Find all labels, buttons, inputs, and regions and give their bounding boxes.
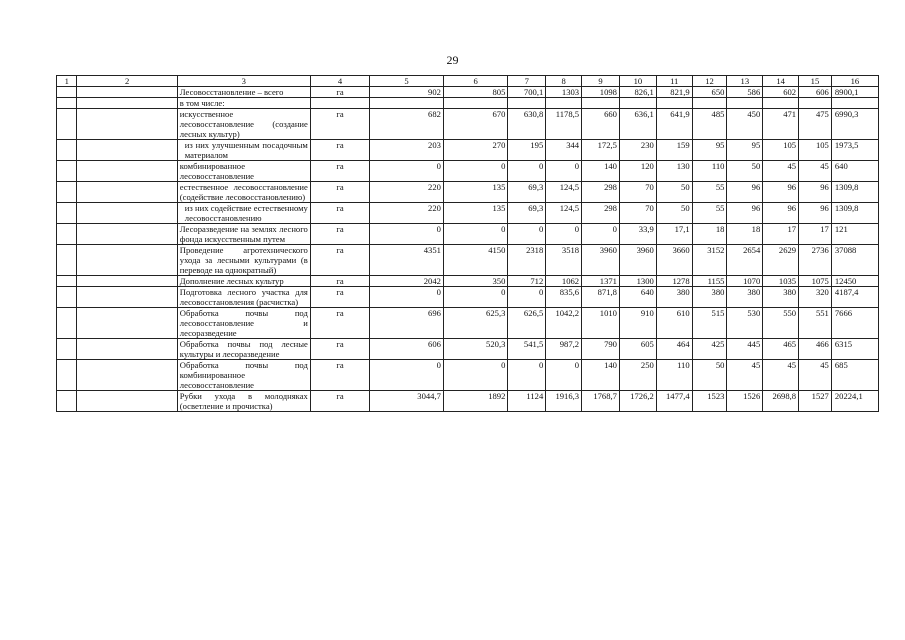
row-label: Обработка почвы под комбинированное лесовосстановление (177, 360, 310, 391)
value-cell: 203 (370, 140, 444, 161)
value-cell: 0 (508, 161, 546, 182)
value-cell: 425 (692, 339, 727, 360)
value-cell: 1070 (727, 276, 763, 287)
row-label: из них улучшенным посадочным материалом (177, 140, 310, 161)
empty-cell (77, 339, 177, 360)
unit-cell: га (310, 276, 369, 287)
value-cell: 55 (692, 203, 727, 224)
value-cell: 121 (831, 224, 878, 245)
value-cell: 606 (370, 339, 444, 360)
empty-cell (77, 276, 177, 287)
column-number-cell: 7 (508, 76, 546, 87)
value-cell: 1768,7 (582, 391, 620, 412)
row-label: Лесоразведение на землях лесного фонда искусственным путем (177, 224, 310, 245)
column-number-cell: 8 (546, 76, 582, 87)
value-cell: 298 (582, 182, 620, 203)
value-cell (443, 98, 507, 109)
value-cell: 95 (727, 140, 763, 161)
empty-cell (77, 182, 177, 203)
value-cell (370, 98, 444, 109)
value-cell: 2654 (727, 245, 763, 276)
column-number-cell: 11 (656, 76, 692, 87)
value-cell: 20224,1 (831, 391, 878, 412)
table-row (57, 87, 879, 98)
empty-cell (77, 287, 177, 308)
column-number-cell: 4 (310, 76, 369, 87)
value-cell: 96 (727, 203, 763, 224)
row-label: Подготовка лесного участка для лесовосстановления (расчистка) (177, 287, 310, 308)
value-cell: 380 (692, 287, 727, 308)
empty-cell (57, 339, 77, 360)
value-cell: 0 (508, 360, 546, 391)
table-row (57, 276, 879, 287)
value-cell: 3960 (619, 245, 656, 276)
value-cell: 1309,8 (831, 203, 878, 224)
value-cell: 1098 (582, 87, 620, 98)
value-cell: 50 (656, 182, 692, 203)
value-cell: 96 (799, 203, 832, 224)
value-cell: 660 (582, 109, 620, 140)
value-cell: 4150 (443, 245, 507, 276)
value-cell: 641,9 (656, 109, 692, 140)
value-cell: 0 (546, 161, 582, 182)
value-cell: 826,1 (619, 87, 656, 98)
column-number-cell: 12 (692, 76, 727, 87)
value-cell: 790 (582, 339, 620, 360)
column-number-cell: 1 (57, 76, 77, 87)
value-cell: 805 (443, 87, 507, 98)
value-cell: 50 (727, 161, 763, 182)
table-row (57, 203, 879, 224)
table-row (57, 339, 879, 360)
value-cell: 0 (443, 287, 507, 308)
value-cell: 380 (656, 287, 692, 308)
unit-cell: га (310, 224, 369, 245)
unit-cell: га (310, 287, 369, 308)
value-cell: 1278 (656, 276, 692, 287)
value-cell: 8900,1 (831, 87, 878, 98)
value-cell: 685 (831, 360, 878, 391)
value-cell: 871,8 (582, 287, 620, 308)
value-cell: 0 (370, 360, 444, 391)
table-row (57, 98, 879, 109)
column-number-cell: 3 (177, 76, 310, 87)
value-cell: 350 (443, 276, 507, 287)
row-label: Лесовосстановление – всего (177, 87, 310, 98)
value-cell: 70 (619, 182, 656, 203)
value-cell: 551 (799, 308, 832, 339)
unit-cell: га (310, 87, 369, 98)
table-row (57, 245, 879, 276)
value-cell: 140 (582, 360, 620, 391)
value-cell: 606 (799, 87, 832, 98)
value-cell (546, 98, 582, 109)
value-cell: 471 (763, 109, 799, 140)
value-cell: 910 (619, 308, 656, 339)
unit-cell: га (310, 161, 369, 182)
empty-cell (77, 87, 177, 98)
value-cell: 1916,3 (546, 391, 582, 412)
row-label: Обработка почвы под лесные культуры и лесоразведение (177, 339, 310, 360)
value-cell: 464 (656, 339, 692, 360)
value-cell: 1477,4 (656, 391, 692, 412)
value-cell: 0 (370, 161, 444, 182)
value-cell: 1527 (799, 391, 832, 412)
value-cell: 626,5 (508, 308, 546, 339)
value-cell: 320 (799, 287, 832, 308)
empty-cell (57, 360, 77, 391)
table-row (57, 308, 879, 339)
empty-cell (77, 245, 177, 276)
value-cell: 0 (546, 224, 582, 245)
empty-cell (57, 203, 77, 224)
column-number-cell: 2 (77, 76, 177, 87)
value-cell: 130 (656, 161, 692, 182)
value-cell: 987,2 (546, 339, 582, 360)
value-cell: 602 (763, 87, 799, 98)
value-cell: 124,5 (546, 203, 582, 224)
value-cell: 298 (582, 203, 620, 224)
value-cell: 172,5 (582, 140, 620, 161)
value-cell: 1035 (763, 276, 799, 287)
value-cell: 270 (443, 140, 507, 161)
value-cell: 135 (443, 203, 507, 224)
value-cell (619, 98, 656, 109)
value-cell: 530 (727, 308, 763, 339)
table-row (57, 224, 879, 245)
value-cell: 96 (763, 203, 799, 224)
value-cell: 1371 (582, 276, 620, 287)
value-cell: 550 (763, 308, 799, 339)
value-cell: 69,3 (508, 182, 546, 203)
value-cell (763, 98, 799, 109)
value-cell: 2042 (370, 276, 444, 287)
value-cell: 105 (799, 140, 832, 161)
value-cell: 712 (508, 276, 546, 287)
empty-cell (57, 182, 77, 203)
empty-cell (57, 140, 77, 161)
value-cell: 625,3 (443, 308, 507, 339)
value-cell: 45 (763, 161, 799, 182)
value-cell: 18 (727, 224, 763, 245)
empty-cell (57, 161, 77, 182)
row-label: в том числе: (177, 98, 310, 109)
table-row (57, 182, 879, 203)
empty-cell (57, 287, 77, 308)
row-label: Проведение агротехнического ухода за лесными культурами (в переводе на однократный) (177, 245, 310, 276)
value-cell (727, 98, 763, 109)
value-cell: 45 (799, 161, 832, 182)
value-cell: 475 (799, 109, 832, 140)
value-cell: 1010 (582, 308, 620, 339)
value-cell: 17,1 (656, 224, 692, 245)
value-cell: 4187,4 (831, 287, 878, 308)
value-cell: 605 (619, 339, 656, 360)
value-cell: 1526 (727, 391, 763, 412)
value-cell: 466 (799, 339, 832, 360)
unit-cell: га (310, 245, 369, 276)
table-row (57, 391, 879, 412)
value-cell: 1726,2 (619, 391, 656, 412)
table-row (57, 161, 879, 182)
value-cell: 250 (619, 360, 656, 391)
column-number-cell: 9 (582, 76, 620, 87)
value-cell: 230 (619, 140, 656, 161)
value-cell: 0 (443, 161, 507, 182)
value-cell: 120 (619, 161, 656, 182)
value-cell: 1303 (546, 87, 582, 98)
row-label: Дополнение лесных культур (177, 276, 310, 287)
empty-cell (57, 245, 77, 276)
empty-cell (57, 224, 77, 245)
row-label: искусственное лесовосстановление (создание лесных культур) (177, 109, 310, 140)
column-number-cell: 15 (799, 76, 832, 87)
value-cell: 3152 (692, 245, 727, 276)
page-number: 29 (446, 53, 459, 67)
value-cell: 159 (656, 140, 692, 161)
value-cell (508, 98, 546, 109)
value-cell: 18 (692, 224, 727, 245)
table-row (57, 109, 879, 140)
unit-cell: га (310, 109, 369, 140)
value-cell: 50 (656, 203, 692, 224)
empty-cell (77, 203, 177, 224)
value-cell: 110 (656, 360, 692, 391)
value-cell: 445 (727, 339, 763, 360)
value-cell: 485 (692, 109, 727, 140)
value-cell: 37088 (831, 245, 878, 276)
value-cell: 45 (727, 360, 763, 391)
value-cell: 650 (692, 87, 727, 98)
unit-cell: га (310, 203, 369, 224)
value-cell (656, 98, 692, 109)
value-cell: 1523 (692, 391, 727, 412)
empty-cell (77, 224, 177, 245)
table-row (57, 360, 879, 391)
value-cell: 682 (370, 109, 444, 140)
row-label: из них содействие естественному лесовосстановлению (177, 203, 310, 224)
column-number-cell: 13 (727, 76, 763, 87)
value-cell: 821,9 (656, 87, 692, 98)
value-cell: 124,5 (546, 182, 582, 203)
value-cell: 3518 (546, 245, 582, 276)
table-row (57, 140, 879, 161)
value-cell (692, 98, 727, 109)
value-cell: 640 (831, 161, 878, 182)
value-cell: 1075 (799, 276, 832, 287)
value-cell: 220 (370, 182, 444, 203)
value-cell: 1300 (619, 276, 656, 287)
value-cell: 2698,8 (763, 391, 799, 412)
value-cell: 2629 (763, 245, 799, 276)
column-number-cell: 6 (443, 76, 507, 87)
value-cell: 0 (508, 224, 546, 245)
column-number-row (57, 76, 879, 87)
value-cell: 520,3 (443, 339, 507, 360)
value-cell: 96 (799, 182, 832, 203)
value-cell: 220 (370, 203, 444, 224)
value-cell: 1973,5 (831, 140, 878, 161)
row-label: Рубки ухода в молодняках (осветление и прочистка) (177, 391, 310, 412)
value-cell: 69,3 (508, 203, 546, 224)
value-cell: 2736 (799, 245, 832, 276)
empty-cell (77, 109, 177, 140)
empty-cell (57, 109, 77, 140)
unit-cell: га (310, 391, 369, 412)
empty-cell (57, 87, 77, 98)
value-cell: 3044,7 (370, 391, 444, 412)
value-cell: 12450 (831, 276, 878, 287)
value-cell: 636,1 (619, 109, 656, 140)
value-cell: 2318 (508, 245, 546, 276)
value-cell: 55 (692, 182, 727, 203)
value-cell: 135 (443, 182, 507, 203)
empty-cell (57, 391, 77, 412)
row-label: Обработка почвы под лесовосстановление и лесоразведение (177, 308, 310, 339)
empty-cell (77, 161, 177, 182)
value-cell: 0 (546, 360, 582, 391)
value-cell: 380 (727, 287, 763, 308)
value-cell: 541,5 (508, 339, 546, 360)
empty-cell (77, 98, 177, 109)
value-cell: 465 (763, 339, 799, 360)
value-cell: 7666 (831, 308, 878, 339)
value-cell: 110 (692, 161, 727, 182)
value-cell: 630,8 (508, 109, 546, 140)
empty-cell (77, 140, 177, 161)
column-number-cell: 16 (831, 76, 878, 87)
value-cell: 610 (656, 308, 692, 339)
empty-cell (77, 308, 177, 339)
row-label: комбинированное лесовосстановление (177, 161, 310, 182)
value-cell: 45 (763, 360, 799, 391)
value-cell: 3960 (582, 245, 620, 276)
value-cell: 96 (727, 182, 763, 203)
value-cell: 344 (546, 140, 582, 161)
value-cell: 4351 (370, 245, 444, 276)
empty-cell (57, 98, 77, 109)
value-cell: 1178,5 (546, 109, 582, 140)
value-cell: 586 (727, 87, 763, 98)
value-cell: 1042,2 (546, 308, 582, 339)
empty-cell (57, 308, 77, 339)
unit-cell: га (310, 140, 369, 161)
unit-cell: га (310, 182, 369, 203)
value-cell: 3660 (656, 245, 692, 276)
value-cell: 1124 (508, 391, 546, 412)
value-cell: 0 (443, 224, 507, 245)
value-cell: 95 (692, 140, 727, 161)
table-row (57, 287, 879, 308)
unit-cell (310, 98, 369, 109)
value-cell: 0 (508, 287, 546, 308)
value-cell (799, 98, 832, 109)
value-cell: 17 (763, 224, 799, 245)
value-cell (831, 98, 878, 109)
unit-cell: га (310, 360, 369, 391)
value-cell: 17 (799, 224, 832, 245)
row-label: естественное лесовосстановление (содействие лесовосстановлению) (177, 182, 310, 203)
value-cell: 700,1 (508, 87, 546, 98)
value-cell: 1309,8 (831, 182, 878, 203)
value-cell: 696 (370, 308, 444, 339)
value-cell: 670 (443, 109, 507, 140)
value-cell: 450 (727, 109, 763, 140)
value-cell: 6315 (831, 339, 878, 360)
empty-cell (57, 276, 77, 287)
value-cell: 0 (582, 224, 620, 245)
column-number-cell: 5 (370, 76, 444, 87)
value-cell: 515 (692, 308, 727, 339)
value-cell: 1155 (692, 276, 727, 287)
value-cell: 195 (508, 140, 546, 161)
unit-cell: га (310, 308, 369, 339)
value-cell: 45 (799, 360, 832, 391)
value-cell: 0 (370, 224, 444, 245)
value-cell: 33,9 (619, 224, 656, 245)
value-cell: 835,6 (546, 287, 582, 308)
column-number-cell: 14 (763, 76, 799, 87)
value-cell (582, 98, 620, 109)
value-cell: 640 (619, 287, 656, 308)
data-table (56, 75, 879, 412)
value-cell: 0 (443, 360, 507, 391)
value-cell: 50 (692, 360, 727, 391)
value-cell: 70 (619, 203, 656, 224)
value-cell: 380 (763, 287, 799, 308)
empty-cell (77, 391, 177, 412)
value-cell: 1892 (443, 391, 507, 412)
value-cell: 0 (370, 287, 444, 308)
column-number-cell: 10 (619, 76, 656, 87)
empty-cell (77, 360, 177, 391)
value-cell: 1062 (546, 276, 582, 287)
unit-cell: га (310, 339, 369, 360)
value-cell: 96 (763, 182, 799, 203)
value-cell: 902 (370, 87, 444, 98)
value-cell: 6990,3 (831, 109, 878, 140)
value-cell: 140 (582, 161, 620, 182)
value-cell: 105 (763, 140, 799, 161)
